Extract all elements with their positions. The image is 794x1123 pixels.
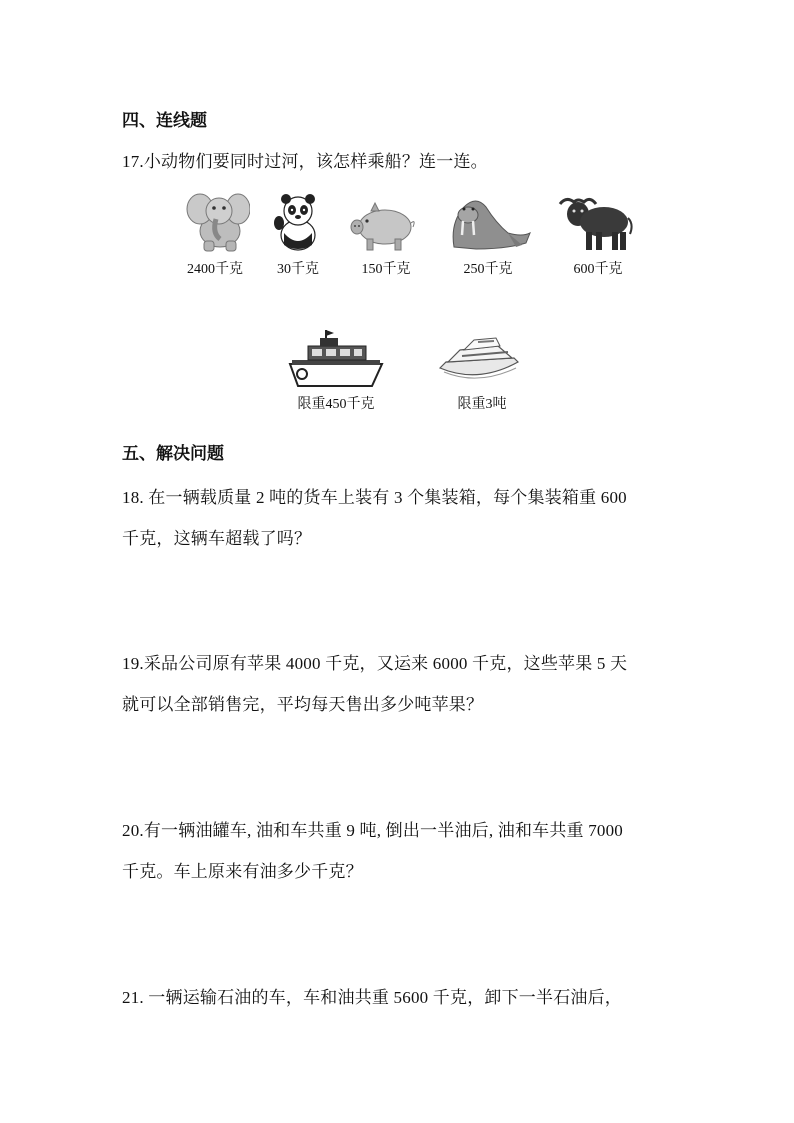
elephant-icon [186, 191, 250, 253]
question-18-line1: 18. 在一辆载质量 2 吨的货车上装有 3 个集装箱，每个集装箱重 600 [122, 488, 627, 507]
question-21-line1: 21. 一辆运输石油的车，车和油共重 5600 千克，卸下一半石油后， [122, 988, 622, 1007]
question-18-line2: 千克，这辆车超载了吗？ [122, 529, 312, 548]
section-heading-matching: 四、连线题 [122, 111, 207, 131]
question-20-line1: 20.有一辆油罐车, 油和车共重 9 吨, 倒出一半油后, 油和车共重 7000 [122, 821, 623, 840]
buffalo-icon [556, 194, 634, 252]
animal-weight-label: 2400千克 [187, 262, 243, 277]
question-19-line1: 19.采品公司原有苹果 4000 千克，又运来 6000 千克，这些苹果 5 天 [122, 654, 628, 673]
panda-icon [272, 193, 324, 253]
boat-limit-label: 限重450千克 [297, 397, 375, 412]
animal-weight-label: 250千克 [463, 262, 513, 277]
pig-icon [349, 201, 415, 253]
boat-limit-label: 限重3吨 [457, 397, 507, 412]
question-17-text: 17.小动物们要同时过河，该怎样乘船？连一连。 [122, 152, 488, 171]
question-20-line2: 千克。车上原来有油多少千克？ [122, 862, 363, 881]
animal-weight-label: 30千克 [277, 262, 319, 277]
animal-weight-label: 600千克 [573, 262, 623, 277]
walrus-icon [446, 193, 534, 253]
question-19-line2: 就可以全部销售完，平均每天售出多少吨苹果？ [122, 695, 484, 714]
section-heading-problems: 五、解决问题 [122, 444, 224, 464]
animal-weight-label: 150千克 [361, 262, 411, 277]
ship-icon [288, 330, 384, 388]
yacht-icon [438, 332, 520, 384]
